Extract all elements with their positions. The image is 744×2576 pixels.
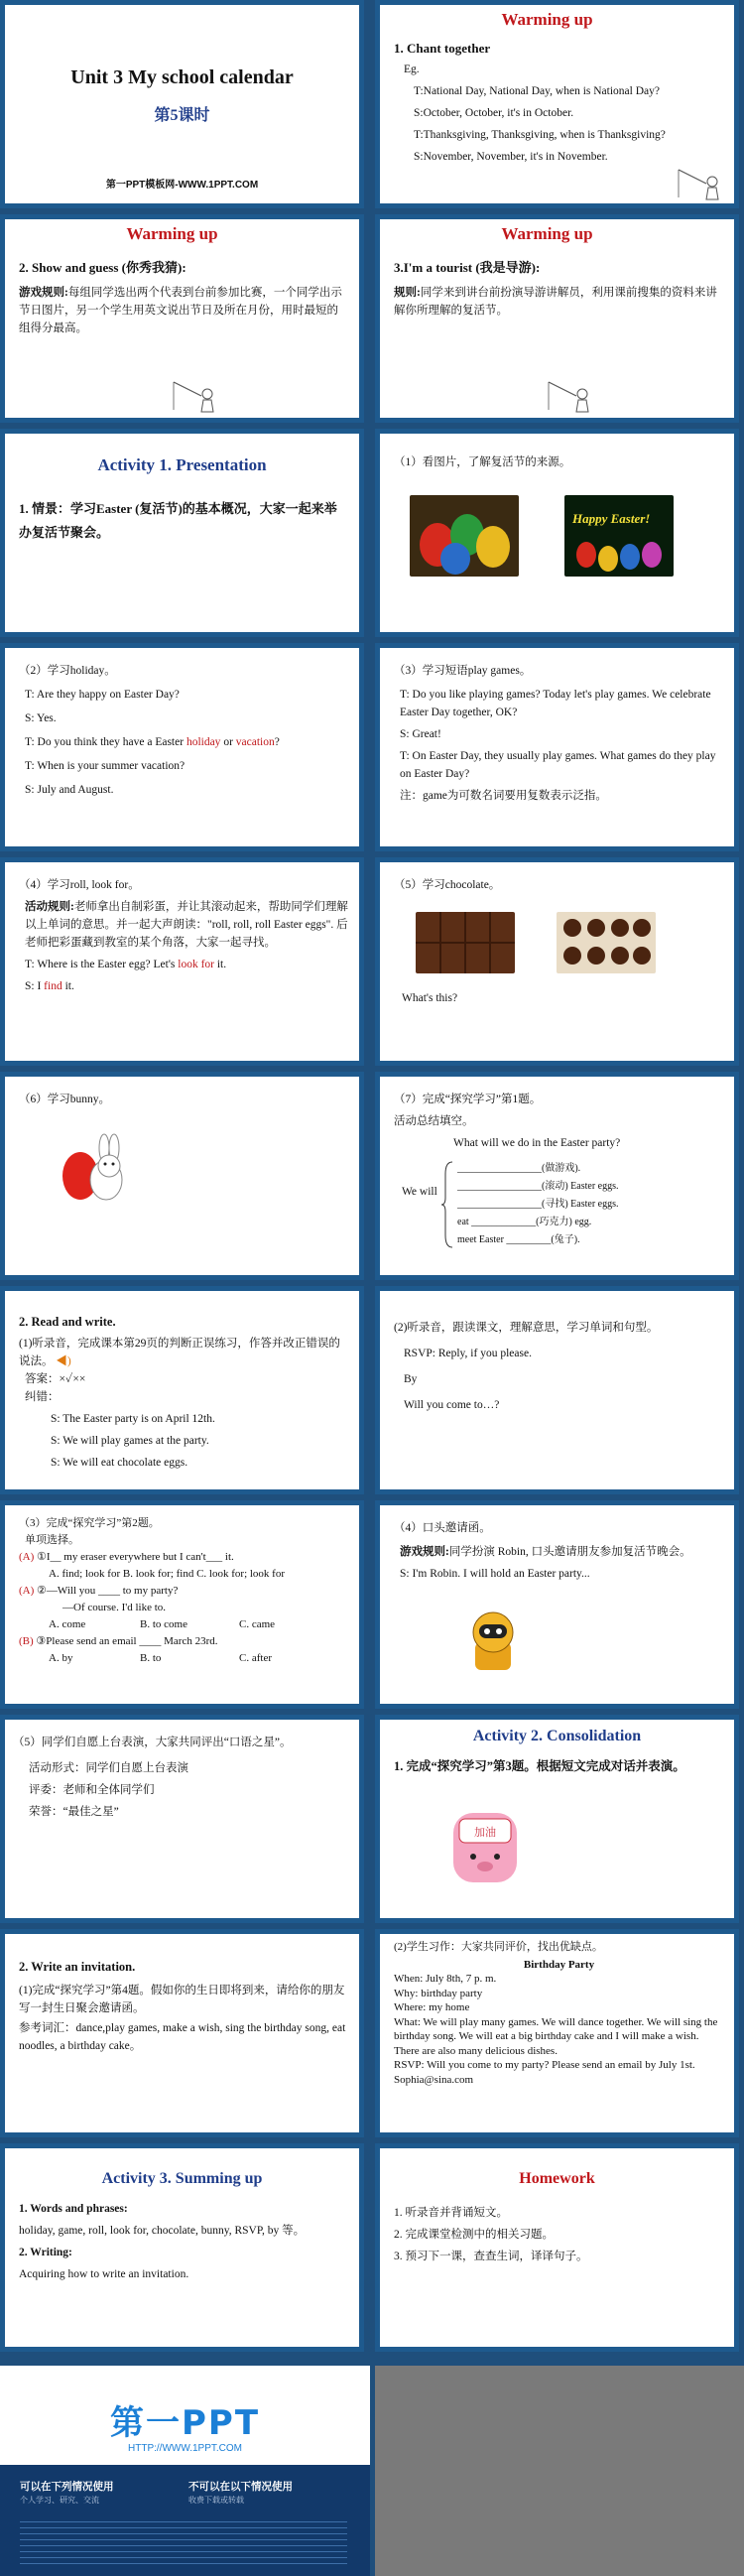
dialogue-line [19, 733, 349, 751]
fill-heading: （7）完成“探究学习”第1题。 [394, 1094, 542, 1105]
chocolate-box-image [557, 912, 656, 973]
dialogue-text: it. [62, 980, 74, 992]
star-line: 评委：老师和全体同学们 [29, 1784, 155, 1796]
choice-sub: 单项选择。 [25, 1534, 79, 1546]
activity-title: Activity 2. Consolidation [472, 1728, 642, 1744]
party-line: RSVP: Will you come to my party? Please send an email by July 1st. [394, 2059, 695, 2071]
answer-mark: (A) [19, 1585, 35, 1597]
activity-title: Activity 1. Presentation [97, 455, 267, 474]
task-line [19, 1335, 349, 1370]
footer-bar [0, 2465, 370, 2576]
summary-heading: 2. Writing: [19, 2247, 72, 2258]
dialogue-text: it. [213, 959, 227, 970]
answer-mark: (A) [19, 1551, 35, 1563]
dialogue-text: T: Where is the Easter egg? Let's [25, 959, 179, 970]
forbidden-title: 不可以在以下情况使用 [188, 2481, 293, 2493]
correction-line: S: We will eat chocolate eggs. [51, 1457, 188, 1469]
dialogue-line: T: Are they happy on Easter Day? [25, 689, 180, 701]
warming-up-title: Warming up [501, 224, 593, 243]
consolidation-text: 1. 完成“探究学习”第3题。根据短文完成对话并表演。 [394, 1759, 685, 1773]
keyword-look-for: look for [178, 959, 214, 970]
vocab-line: Will you come to…? [404, 1399, 500, 1411]
fill-sub: 活动总结填空。 [394, 1115, 474, 1127]
happy-easter-text: Happy Easter! [572, 511, 651, 526]
picture-instruction: （1）看图片，了解复活节的来源。 [394, 456, 571, 468]
games-heading: （3）学习短语play games。 [394, 665, 532, 677]
task-text: (1)听录音，完成课本第29页的判断正误练习，作答并改正错误的说法。 [19, 1338, 340, 1367]
question-text: ③Please send an email ____ March 23rd. [36, 1635, 218, 1647]
rule-label: 游戏规则: [400, 1546, 449, 1558]
chant-heading: 1. Chant together [394, 41, 491, 56]
allowed-title: 可以在下列情况使用 [20, 2481, 114, 2493]
footer-logo: 第一PPT [109, 2403, 261, 2443]
presentation-text: 1. 情景：学习Easter (复活节)的基本概况，大家一起来举办复活节聚会。 [19, 501, 337, 540]
slide-oral-invite [375, 1500, 739, 1709]
slide-consolidation [375, 1715, 739, 1923]
chant-line: T:Thanksgiving, Thanksgiving, when is Thanksgiving? [414, 129, 666, 141]
grammar-note: 注：game为可数名词要用复数表示泛指。 [400, 790, 607, 802]
correction-line: S: The Easter party is on April 12th. [51, 1413, 215, 1425]
correction-line: S: We will play games at the party. [51, 1435, 209, 1447]
chocolate-heading: （5）学习chocolate。 [394, 879, 501, 891]
slide-easter-pictures [375, 429, 739, 637]
slide-roll-lookfor [0, 857, 364, 1066]
brace-icon [441, 1160, 453, 1249]
homework-item: 1. 听录音并背诵短文。 [394, 2207, 508, 2219]
invitation-task: (1)完成“探究学习”第4题。假如你的生日即将到来，请给你的朋友写一封生日聚会邀请函。 [19, 1985, 345, 2014]
slide-write-invitation [0, 1929, 364, 2137]
party-title: Birthday Party [523, 1958, 595, 1971]
dialogue-line: T: Do you like playing games? Today let's play games. We celebrate Easter Day together, OK? [400, 689, 711, 718]
options-row [19, 1650, 349, 1667]
game-rule [394, 1543, 724, 1561]
activity-rule [19, 898, 349, 952]
party-question: What will we do in the Easter party? [453, 1137, 621, 1149]
answer-line: 答案：×✓×× [25, 1373, 86, 1385]
chocolate-bar-image [416, 912, 515, 973]
rule-text: 每组同学选出两个代表到台前参加比赛，一个同学出示节日图片，另一个学生用英文说出节日及所在月份，用时最短的组得分最高。 [19, 287, 342, 334]
question-row [19, 1549, 349, 1566]
game-rule [19, 284, 349, 337]
dialogue-text: ? [274, 736, 280, 748]
rule-label: 活动规则: [25, 901, 74, 913]
rule-text: 同学扮演 Robin, 口头邀请朋友参加复活节晚会。 [448, 1546, 691, 1558]
dialogue-line: S: Great! [400, 728, 441, 740]
correction-label: 纠错： [25, 1391, 60, 1403]
holiday-heading: （2）学习holiday。 [19, 665, 116, 677]
options-row [19, 1616, 349, 1633]
keyword-vacation: vacation [235, 736, 275, 748]
star-line: 荣誉：“最佳之星” [29, 1806, 119, 1818]
question-text: ②—Will you ____ to my party? [37, 1585, 179, 1597]
slide-play-games [375, 643, 739, 851]
option: B. to [140, 1652, 162, 1664]
invite-heading: （4）口头邀请函。 [394, 1522, 491, 1534]
answer-mark: (B) [19, 1635, 34, 1647]
chant-line: S:October, October, it's in October. [414, 107, 574, 119]
vocab-line: RSVP: Reply, if you please. [404, 1348, 532, 1359]
bunny-image [57, 1130, 136, 1210]
link-list [20, 2516, 347, 2568]
robot-image [465, 1609, 521, 1674]
svg-text:加油: 加油 [474, 1826, 496, 1839]
activity-title: Activity 3. Summing up [101, 2170, 263, 2187]
slide-presentation [0, 429, 364, 637]
party-line: When: July 8th, 7 p. m. [394, 1973, 497, 1985]
vocab-line: By [404, 1373, 418, 1385]
slide-holiday [0, 643, 364, 851]
choice-heading: （3）完成“探究学习”第2题。 [19, 1517, 160, 1529]
summary-text: Acquiring how to write an invitation. [19, 2268, 189, 2280]
slide-show-guess [0, 214, 364, 423]
rule-text: 同学来到讲台前扮演导游讲解员，利用课前搜集的资料来讲解你所理解的复活节。 [394, 287, 717, 317]
site-label: 第一PPT模板网-WWW.1PPT.COM [105, 180, 259, 191]
fill-item: _________________(滚动) Easter eggs. [457, 1181, 619, 1192]
dialogue-text: or [220, 736, 236, 748]
dialogue-line: S: Yes. [25, 712, 57, 724]
party-line: Why: birthday party [394, 1987, 483, 1999]
slide-summing-up [0, 2143, 364, 2352]
rule-label: 游戏规则: [19, 287, 68, 299]
fishing-icon [172, 374, 221, 416]
warming-up-title: Warming up [126, 224, 218, 243]
star-line: 活动形式：同学们自愿上台表演 [29, 1762, 188, 1774]
chant-line: Eg. [404, 64, 420, 75]
dialogue-line: S: July and August. [25, 784, 114, 796]
fishing-icon [677, 162, 726, 203]
option: C. came [239, 1618, 276, 1630]
star-heading: （5）同学们自愿上台表演，大家共同评出“口语之星”。 [13, 1737, 292, 1748]
chant-line: S:November, November, it's in November. [414, 151, 608, 163]
slide-student-writing [375, 1929, 739, 2137]
dialogue-line: T: On Easter Day, they usually play games. What games do they play on Easter Day? [400, 750, 716, 780]
question-text: ①I__ my eraser everywhere but I can't___ it. [37, 1551, 234, 1563]
option: C. after [239, 1652, 272, 1664]
keyword-holiday: holiday [186, 736, 221, 748]
allowed-note: 个人学习、研究、交流 [20, 2496, 99, 2505]
easter-eggs-image [410, 495, 519, 577]
bunny-heading: （6）学习bunny。 [19, 1094, 110, 1105]
slide-homework [375, 2143, 739, 2352]
option: A. come [49, 1618, 86, 1630]
keyword-find: find [44, 980, 62, 992]
game-heading: 2. Show and guess (你秀我猜): [19, 260, 186, 275]
homework-item: 2. 完成课堂检测中的相关习题。 [394, 2229, 554, 2241]
party-line: What: We will play many games. We will dance together. We will sing the birthday song. We will eat a big birthday cake and I will make a wish. There are also many delicious dishes. [394, 2015, 718, 2057]
chant-line: T:National Day, National Day, when is National Day? [414, 85, 660, 97]
tourist-rule [394, 284, 724, 320]
invitation-heading: 2. Write an invitation. [19, 1960, 136, 1974]
we-will-label: We will [402, 1186, 437, 1198]
dialogue-text: T: Do you think they have a Easter [25, 736, 186, 748]
ppt-footer [0, 2366, 370, 2576]
warming-up-title: Warming up [501, 10, 593, 29]
dialogue-line: T: When is your summer vacation? [25, 760, 186, 772]
tourist-heading: 3.I'm a tourist (我是导游): [394, 260, 541, 275]
option: A. by [49, 1652, 73, 1664]
slide-chant [375, 0, 739, 208]
read-write-heading: 2. Read and write. [19, 1315, 116, 1329]
dialogue-line [19, 977, 349, 995]
rule-label: 规则: [394, 287, 421, 299]
rule-text: 老师拿出自制彩蛋，并让其滚动起来，帮助同学们理解以上单词的意思。并一起大声朗读："roll, roll, roll Easter eggs". 后老师把彩蛋藏到教室的某个角落，大家一起寻找。 [25, 901, 348, 949]
slide-title [0, 0, 364, 208]
question-row [19, 1633, 349, 1650]
writing-heading: (2)学生习作：大家共同评价，找出优缺点。 [394, 1941, 603, 1953]
summary-heading: 1. Words and phrases: [19, 2203, 128, 2215]
speaker-icon: ◀) [53, 1355, 71, 1367]
question-line: —Of course. I'd like to. [62, 1602, 167, 1613]
slide-listen-repeat [375, 1286, 739, 1494]
question-row [19, 1583, 349, 1600]
party-email: Sophia@sina.com [394, 2073, 474, 2086]
summary-text: holiday, game, roll, look for, chocolate, bunny, RSVP, by 等。 [19, 2225, 306, 2237]
options-row: A. find; look for B. look for; find C. look for; look for [49, 1568, 286, 1580]
forbidden-note: 收费下载或转载 [188, 2496, 244, 2505]
dialogue-line [19, 956, 349, 973]
dialogue-text: S: I [25, 980, 45, 992]
empty-panel [375, 2366, 744, 2576]
slide-oral-star [0, 1715, 364, 1923]
lesson-number: 第5课时 [154, 107, 210, 124]
footer-url[interactable]: HTTP://WWW.1PPT.COM [128, 2443, 242, 2454]
slide-tourist [375, 214, 739, 423]
fill-item: meet Easter _________(兔子). [457, 1234, 580, 1245]
fill-item: _________________(寻找) Easter eggs. [457, 1199, 619, 1210]
fill-item: _________________(做游戏). [457, 1163, 581, 1174]
homework-title: Homework [519, 2170, 595, 2187]
fill-item: eat _____________(巧克力) egg. [457, 1217, 592, 1227]
dialogue-line: S: I'm Robin. I will hold an Easter party... [400, 1568, 590, 1580]
cartoon-pig-image [445, 1803, 525, 1886]
happy-easter-image [564, 495, 674, 577]
slide-bunny [0, 1072, 364, 1280]
lesson-title: Unit 3 My school calendar [70, 66, 294, 88]
option: B. to come [140, 1618, 187, 1630]
slide-read-write [0, 1286, 364, 1494]
slide-choice [0, 1500, 364, 1709]
party-line: Where: my home [394, 2001, 470, 2013]
chocolate-question: What's this? [402, 992, 458, 1004]
reference-vocab: 参考词汇：dance,play games, make a wish, sing the birthday song, eat noodles, a birthday cake。 [19, 2022, 346, 2052]
listen-heading: (2)听录音，跟读课文，理解意思，学习单词和句型。 [394, 1322, 659, 1334]
roll-heading: （4）学习roll, look for。 [19, 879, 140, 891]
slide-summary-fill [375, 1072, 739, 1280]
fishing-icon [547, 374, 596, 416]
homework-item: 3. 预习下一课，查查生词，译译句子。 [394, 2251, 588, 2262]
slide-chocolate [375, 857, 739, 1066]
